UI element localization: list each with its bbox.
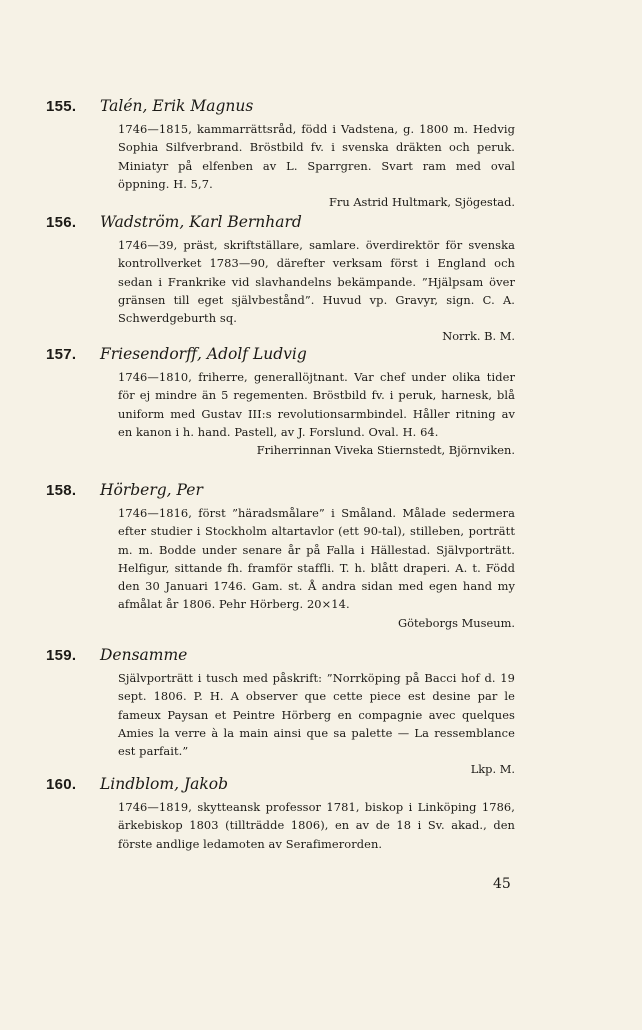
entry-159 bbox=[46, 647, 520, 779]
entry-name: Friesendorff, Adolf Ludvig bbox=[100, 345, 307, 363]
entry-number: 155. bbox=[46, 98, 77, 115]
entry-text: 1746—39, präst, skriftställare, samlare. överdirektör för svenska kontrollverket 1783—90, därefter verksam först i England och sedan i Frankrike vid slavhandelns bekämpande. ”Hjälpsam över gränsen till eget självbestånd”. Huvud vp. Gravyr, sign. C. A. Schwerdgeburth sq. bbox=[118, 238, 515, 326]
entry-157 bbox=[46, 346, 520, 459]
entry-155 bbox=[46, 98, 520, 211]
entry-158 bbox=[46, 482, 520, 632]
entry-number: 158. bbox=[46, 482, 77, 499]
entry-name: Wadström, Karl Bernhard bbox=[100, 213, 302, 231]
entry-text: Självporträtt i tusch med påskrift: ”Norrköping på Bacci hof d. 19 sept. 1806. P. H. A observer que cette piece est desine par le fameux Paysan et Peintre Hörberg en compagnie avec quelques Amies la verre à la main ainsi que sa palette — La ressemblance est parfait.” bbox=[118, 671, 515, 759]
entry-text: 1746—1815, kammarrättsråd, född i Vadstena, g. 1800 m. Hedvig Sophia Silfverbrand. Bröstbild fv. i svenska dräkten och peruk. Miniatyr på elfenben av L. Sparrgren. Svart ram med oval öppning. H. 5,7. bbox=[118, 122, 515, 191]
entry-name: Densamme bbox=[100, 646, 188, 664]
entry-name: Talén, Erik Magnus bbox=[100, 97, 254, 115]
entry-owner: Friherrinnan Viveka Stiernstedt, Björnviken. bbox=[256, 443, 515, 458]
entry-number: 160. bbox=[46, 776, 77, 793]
entry-owner: Norrk. B. M. bbox=[442, 329, 515, 344]
entry-name: Lindblom, Jakob bbox=[100, 775, 229, 793]
entry-name: Hörberg, Per bbox=[100, 481, 203, 499]
entry-text: 1746—1819, skytteansk professor 1781, biskop i Linköping 1786, ärkebiskop 1803 (tillträdde 1806), en av de 18 i Sv. akad., den förste andlige ledamoten av Serafimerorden. bbox=[118, 800, 515, 851]
entry-number: 157. bbox=[46, 346, 77, 363]
entry-owner: Fru Astrid Hultmark, Sjögestad. bbox=[329, 195, 515, 210]
page-number: 45 bbox=[493, 876, 511, 892]
entry-text: 1746—1810, friherre, generallöjtnant. Var chef under olika tider för ej mindre än 5 regementen. Bröstbild fv. i peruk, harnesk, blå uniform med Gustav III:s revolutionsarmbindel. Håller ritning av en kanon i h. hand. Pastell, av J. Forslund. Oval. H. 64. bbox=[118, 370, 515, 439]
entry-160 bbox=[46, 776, 520, 853]
entry-156 bbox=[46, 214, 520, 346]
entry-number: 159. bbox=[46, 647, 77, 664]
entry-text: 1746—1816, först ”häradsmålare” i Småland. Målade sedermera efter studier i Stockholm altartavlor (ett 90-tal), stilleben, porträtt m. m. Bodde under senare år på Falla i Hällestad. Självporträtt. Helfigur, sittande fh. framför staffli. T. h. blått draperi. A. t. Född den 30 Januari 1746. Gam. st. Å andra sidan med egen hand my afmålat år 1806. Pehr Hörberg. 20×14. bbox=[118, 506, 515, 612]
entry-owner: Göteborgs Museum. bbox=[398, 615, 515, 630]
entry-number: 156. bbox=[46, 214, 77, 231]
entry-owner: Lkp. M. bbox=[470, 762, 515, 777]
